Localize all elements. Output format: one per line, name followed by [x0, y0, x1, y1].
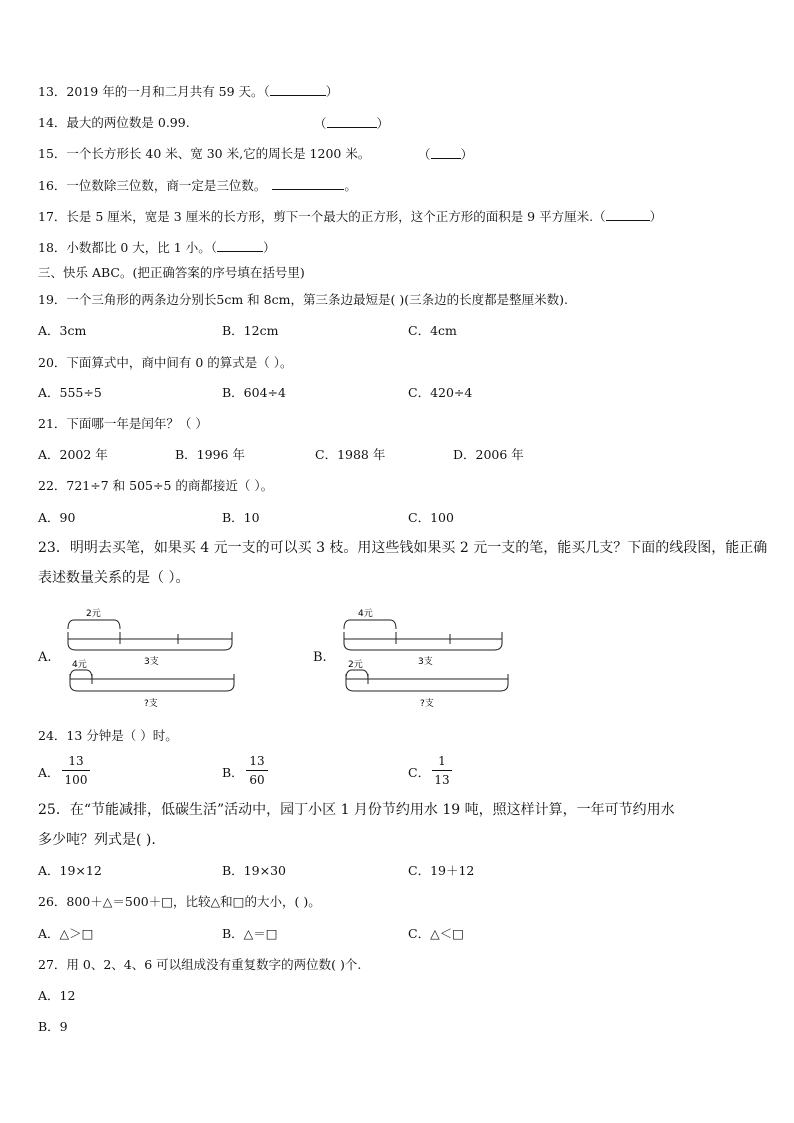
- segment-diagram-b: [338, 604, 518, 714]
- answer-blank[interactable]: [270, 83, 326, 96]
- question-14: [38, 115, 190, 131]
- option-a[interactable]: A．3cm: [38, 323, 87, 338]
- numerator: 1: [438, 754, 446, 768]
- brace-bottom-price: [70, 670, 92, 679]
- option-b[interactable]: B．604÷4: [222, 385, 286, 400]
- option-a[interactable]: A．△＞□: [38, 926, 94, 941]
- question-16-text: 16．一位数除三位数，商一定是三位数。: [38, 178, 267, 193]
- answer-blank[interactable]: [431, 146, 461, 159]
- option-a[interactable]: A．19×12: [38, 863, 102, 878]
- diagram-label: 2元: [348, 660, 363, 670]
- answer-blank[interactable]: [272, 177, 344, 190]
- brace-top-count: [344, 643, 502, 650]
- brace-bottom-count: [70, 684, 234, 691]
- denominator: 60: [249, 773, 265, 787]
- answer-blank[interactable]: [217, 239, 263, 252]
- question-25-line-1: 25．在“节能减排，低碳生活”活动中，园丁小区 1 月份节约用水 19 吨，照这样计算，一年可节约用水: [38, 802, 675, 818]
- diagram-label: ?支: [420, 699, 434, 709]
- diagram-label: 3支: [144, 657, 159, 667]
- fraction-bar: [62, 770, 90, 771]
- option-b[interactable]: B.: [313, 650, 327, 665]
- question-15-text: 15．一个长方形长 40 米、宽 30 米,它的周长是 1200 米。: [38, 146, 371, 161]
- question-23-line-1: 23．明明去买笔，如果买 4 元一支的可以买 3 枝。用这些钱如果买 2 元一支的笔，能买几支？下面的线段图，能正确: [38, 540, 768, 556]
- brace-bottom-count: [346, 684, 508, 691]
- option-c[interactable]: C．4cm: [408, 323, 457, 338]
- fraction-bar: [432, 770, 452, 771]
- option-a[interactable]: A．2002 年: [38, 447, 108, 462]
- question-14-blank: （ ）: [314, 116, 390, 131]
- question-17-text: 17．长是 5 厘米，宽是 3 厘米的长方形，剪下一个最大的正方形，这个正方形的面积是 9 平方厘米.（: [38, 209, 606, 224]
- question-18: 18．小数都比 0 大，比 1 小。（ ）: [38, 240, 276, 255]
- brace-top-count: [68, 643, 232, 650]
- question-13: [38, 83, 338, 100]
- question-15: [38, 146, 370, 162]
- fraction-bar: [246, 770, 268, 771]
- denominator: 13: [434, 773, 450, 787]
- question-17: 17．长是 5 厘米，宽是 3 厘米的长方形，剪下一个最大的正方形，这个正方形的面积是 9 平方厘米.（ ）: [38, 209, 663, 224]
- question-21: 21．下面哪一年是闰年？（ ）: [38, 416, 208, 431]
- question-22: 22．721÷7 和 505÷5 的商都接近（ ）。: [38, 478, 274, 493]
- question-20: 20．下面算式中，商中间有 0 的算式是（ ）。: [38, 355, 293, 370]
- option-c-fraction[interactable]: [432, 754, 452, 787]
- question-24: 24．13 分钟是（ ）时。: [38, 728, 178, 743]
- diagram-label: 3支: [418, 657, 433, 667]
- option-c-label[interactable]: C．: [408, 765, 431, 780]
- question-18-text: 18．小数都比 0 大，比 1 小。（: [38, 240, 217, 255]
- question-23-line-2: 表述数量关系的是（ ）。: [38, 570, 190, 586]
- option-a[interactable]: A．555÷5: [38, 385, 102, 400]
- diagram-label: 2元: [86, 609, 101, 619]
- option-a[interactable]: A.: [38, 650, 52, 665]
- option-b[interactable]: B．△＝□: [222, 926, 278, 941]
- option-b[interactable]: B．9: [38, 1019, 68, 1034]
- question-26: 26．800＋△＝500＋□，比较△和□的大小，( )。: [38, 894, 321, 909]
- option-b[interactable]: B．12cm: [222, 323, 279, 338]
- option-c[interactable]: C．△＜□: [408, 926, 464, 941]
- diagram-label: 4元: [72, 660, 87, 670]
- option-c[interactable]: C．100: [408, 510, 454, 525]
- section-3-title: 三、快乐 ABC。(把正确答案的序号填在括号里): [38, 265, 305, 280]
- numerator: 13: [68, 754, 84, 768]
- option-a[interactable]: A．12: [38, 988, 76, 1003]
- segment-diagram-a: [62, 604, 242, 714]
- brace-bottom-price: [346, 670, 368, 679]
- question-27: 27．用 0、2、4、6 可以组成没有重复数字的两位数( )个.: [38, 957, 362, 972]
- question-14-text: 14．最大的两位数是 0.99.: [38, 115, 190, 130]
- option-c[interactable]: C．1988 年: [315, 447, 386, 462]
- numerator: 13: [249, 754, 265, 768]
- question-15-blank: （ ）: [418, 147, 474, 162]
- question-19: 19．一个三角形的两条边分别长5cm 和 8cm，第三条边最短是( )(三条边的长度都是整厘米数).: [38, 292, 568, 307]
- option-a-label[interactable]: A．: [38, 765, 60, 780]
- option-b[interactable]: B．10: [222, 510, 260, 525]
- option-b-fraction[interactable]: [246, 754, 268, 787]
- denominator: 100: [64, 773, 88, 787]
- question-13-close: ）: [325, 84, 339, 99]
- answer-blank[interactable]: [327, 115, 377, 128]
- question-16: 16．一位数除三位数，商一定是三位数。 。: [38, 178, 357, 193]
- brace-top-price: [344, 620, 396, 629]
- question-25-line-2: 多少吨？列式是( ).: [38, 832, 156, 848]
- diagram-label: 4元: [358, 609, 373, 619]
- answer-blank[interactable]: [606, 208, 650, 221]
- option-d[interactable]: D．2006 年: [453, 447, 524, 462]
- option-a[interactable]: A．90: [38, 510, 76, 525]
- question-13-text: 13．2019 年的一月和二月共有 59 天。（: [38, 84, 270, 99]
- diagram-label: ?支: [144, 699, 158, 709]
- option-c[interactable]: C．19＋12: [408, 863, 475, 878]
- option-c[interactable]: C．420÷4: [408, 385, 473, 400]
- brace-top-price: [68, 620, 120, 629]
- option-b[interactable]: B．1996 年: [175, 447, 245, 462]
- option-b-label[interactable]: B．: [222, 765, 244, 780]
- option-b[interactable]: B．19×30: [222, 863, 286, 878]
- option-a-fraction[interactable]: [62, 754, 90, 787]
